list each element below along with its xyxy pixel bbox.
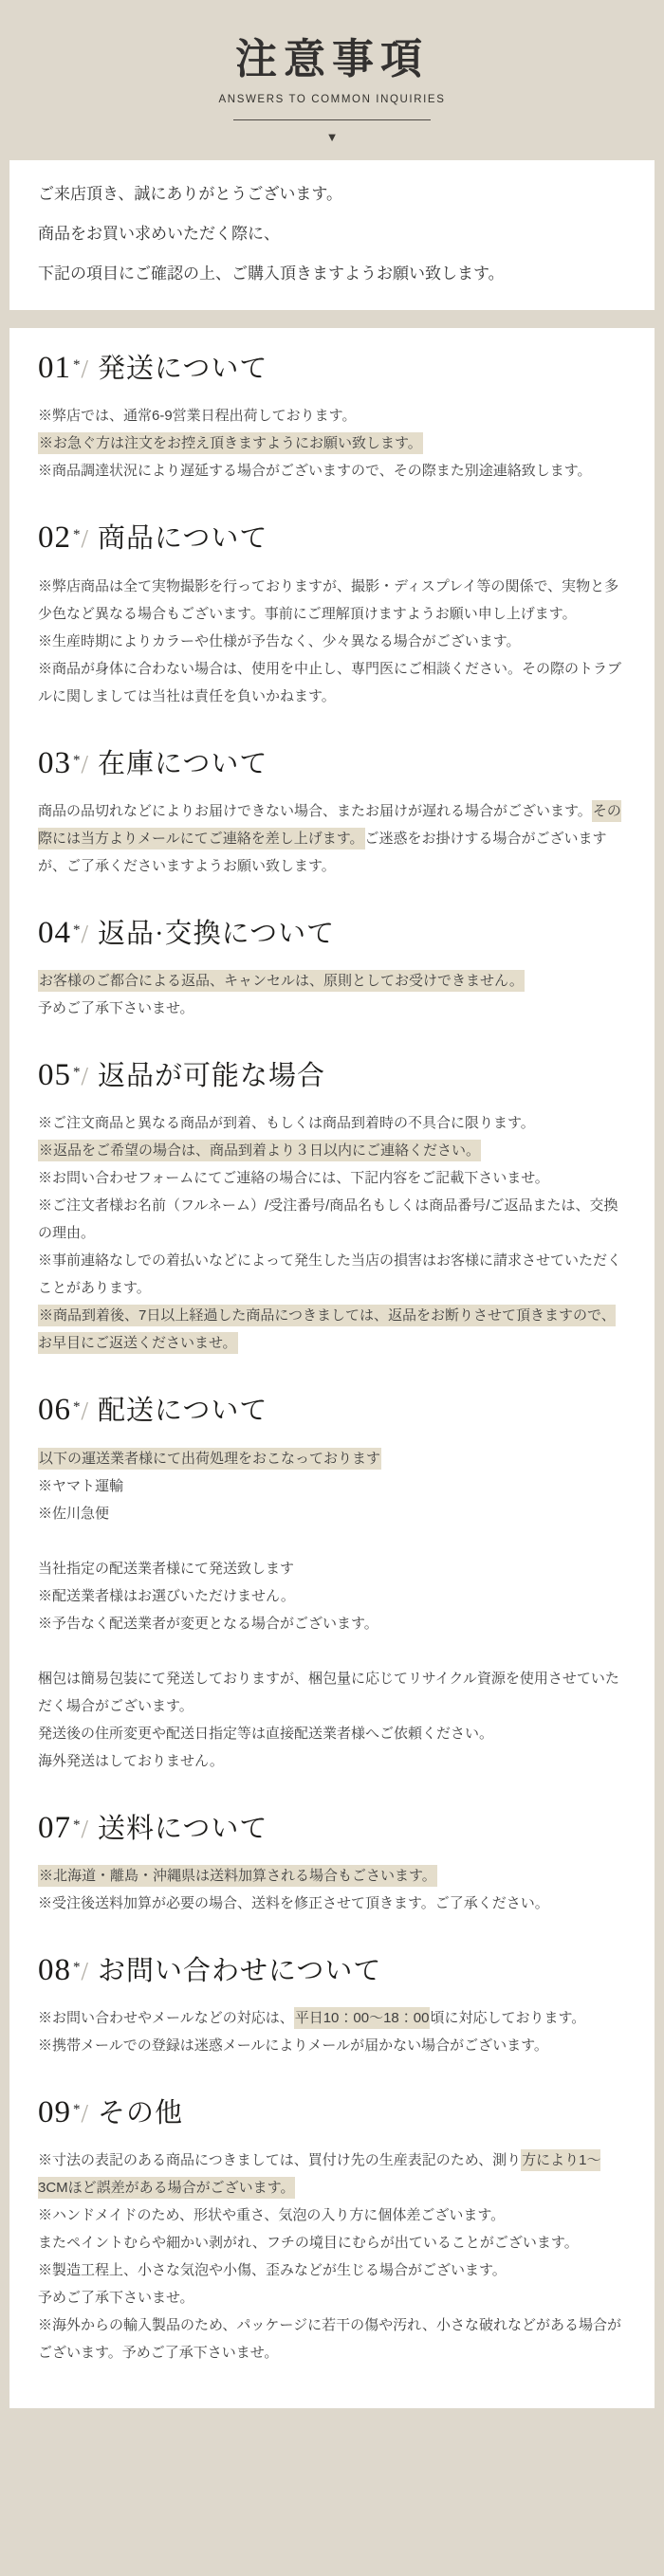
notice-text: ご迷惑をお掛けする場合がございますが、ご了承くださいますようお願い致します。 (38, 830, 607, 874)
notice-line (38, 1192, 626, 1247)
section-number: 08 (38, 1952, 71, 1987)
section-title: 在庫について (98, 748, 268, 779)
notice-line (38, 1610, 626, 1637)
notice-line (38, 1302, 626, 1357)
notice-line (38, 2284, 626, 2311)
intro-line: ご来店頂き、誠にありがとうございます。 (38, 185, 342, 203)
notice-text: ※ハンドメイドのため、形状や重さ、気泡の入り方に個体差ございます。 (38, 2207, 506, 2224)
section-title: 返品·交換について (98, 918, 336, 949)
highlighted-text: ※返品をご希望の場合は、商品到着より３日以内にご連絡ください。 (38, 1140, 481, 1161)
slash-mark: / (81, 355, 89, 383)
notice-line (38, 1137, 626, 1164)
notice-line (38, 1247, 626, 1302)
section-title: 発送について (98, 354, 268, 384)
intro-line: 商品をお買い求めいただく際に、 (38, 225, 280, 243)
slash-mark: / (81, 749, 89, 778)
asterisk-mark: * (73, 1399, 81, 1416)
notice-line (38, 1720, 626, 1747)
section-number: 05 (38, 1058, 71, 1092)
section-09 (38, 2093, 626, 2366)
notice-line (38, 2256, 626, 2284)
section-heading (38, 744, 626, 783)
intro-line: 下記の項目にご確認の上、ご購入頂きますようお願い致します。 (38, 265, 505, 283)
notice-line (38, 995, 626, 1022)
notice-line (38, 1472, 626, 1500)
notice-line (38, 628, 626, 655)
section-02 (38, 519, 626, 709)
section-number: 03 (38, 745, 71, 780)
notice-line (38, 2311, 626, 2366)
notice-text: ※お問い合わせフォームにてご連絡の場合には、下記内容をご記載下さいませ。 (38, 1170, 549, 1187)
notice-text: ※海外からの輸入製品のため、パッケージに若干の傷や汚れ、小さな破れなどがある場合がございます。予めご了承下さいませ。 (38, 2317, 622, 2362)
section-heading (38, 914, 626, 953)
section-body (38, 2147, 626, 2366)
highlighted-text: お客様のご都合による返品、キャンセルは、原則としてお受けできません。 (38, 970, 525, 992)
notice-text: 海外発送はしておりません。 (38, 1752, 224, 1769)
slash-mark: / (81, 1062, 89, 1090)
highlighted-text: 以下の運送業者様にて出荷処理をおこなっております (38, 1448, 381, 1470)
notice-text: ※佐川急便 (38, 1505, 110, 1522)
notice-text: またペイントむらや細かい剥がれ、フチの境目にむらが出ていることがございます。 (38, 2235, 579, 2252)
notice-text: ※商品調達状況により遅延する場合がございますので、その際また別途連絡致します。 (38, 463, 592, 480)
notice-text: ※ご注文者様お名前（フルネーム）/受注番号/商品名もしくは商品番号/ご返品または、交換の理由。 (38, 1197, 618, 1242)
asterisk-mark: * (73, 1065, 81, 1080)
notice-line (38, 2004, 626, 2032)
asterisk-mark: * (73, 527, 81, 543)
notice-text: ※受注後送料加算が必要の場合、送料を修正させて頂きます。ご了承ください。 (38, 1894, 549, 1911)
page-subtitle: ANSWERS TO COMMON INQUIRIES (218, 94, 446, 105)
header-divider (233, 119, 431, 120)
notice-text: ※携帯メールでの登録は迷惑メールによりメールが届かない場合がございます。 (38, 2037, 548, 2054)
section-body (38, 1109, 626, 1357)
slash-mark: / (81, 2099, 89, 2128)
asterisk-mark: * (73, 2102, 81, 2117)
notice-text: 頃に対応しております。 (430, 2010, 586, 2026)
notice-text: ※寸法の表記のある商品につきましては、買付け先の生産表記のため、測り (38, 2152, 522, 2169)
intro-card (9, 160, 655, 310)
section-06 (38, 1391, 626, 1774)
asterisk-mark: * (73, 1817, 81, 1833)
section-title: 送料について (98, 1813, 268, 1844)
notice-text: 予めご了承下さいませ。 (38, 2290, 194, 2307)
section-heading (38, 1951, 626, 1990)
section-body (38, 1862, 626, 1917)
section-body (38, 797, 626, 880)
section-title: お問い合わせについて (98, 1955, 382, 1986)
notice-text: ※弊店では、通常6-9営業日程出荷しております。 (38, 408, 357, 425)
notice-text: ※ご注文商品と異なる商品が到着、もしくは商品到着時の不具合に限ります。 (38, 1115, 535, 1132)
asterisk-mark: * (73, 752, 81, 768)
section-body (38, 573, 626, 710)
notice-line (38, 457, 626, 484)
section-01 (38, 349, 626, 484)
notice-text: ※弊店商品は全て実物撮影を行っておりますが、撮影・ディスプレイ等の関係で、実物と多少色など異なる場合もございます。事前にご理解頂けますようお願い申し上げます。 (38, 577, 619, 622)
section-heading (38, 1056, 626, 1095)
chevron-down-icon: ▼ (325, 130, 339, 144)
notice-line (38, 655, 626, 710)
section-number: 04 (38, 915, 71, 950)
section-title: 返品が可能な場合 (98, 1061, 326, 1091)
notice-line (38, 402, 626, 429)
notice-line (38, 1164, 626, 1192)
asterisk-mark: * (73, 922, 81, 938)
notice-line (38, 1862, 626, 1890)
notice-text: ※生産時期によりカラーや仕様が予告なく、少々異なる場合がございます。 (38, 632, 521, 649)
section-heading (38, 2093, 626, 2132)
notice-line (38, 1890, 626, 1917)
page-header (0, 0, 664, 160)
highlighted-text: 方により1～3CMほど誤差がある場合がございます。 (38, 2149, 600, 2199)
section-heading (38, 519, 626, 557)
asterisk-mark: * (73, 1959, 81, 1975)
blank-line (38, 1527, 626, 1555)
notice-text: ※製造工程上、小さな気泡や小傷、歪みなどが生じる場合がございます。 (38, 2262, 507, 2279)
highlighted-text: ※お急ぐ方は注文をお控え頂きますようにお願い致します。 (38, 432, 423, 454)
asterisk-mark: * (73, 357, 81, 373)
notice-line (38, 429, 626, 457)
section-number: 01 (38, 351, 71, 385)
notice-line (38, 797, 626, 880)
notice-text: ※予告なく配送業者が変更となる場合がございます。 (38, 1615, 378, 1632)
notice-line (38, 573, 626, 628)
section-title: 配送について (98, 1396, 268, 1427)
highlighted-text: その際には当方よりメールにてご連絡を差し上げます。 (38, 800, 621, 850)
section-heading (38, 349, 626, 388)
notice-line (38, 1109, 626, 1137)
notice-line (38, 967, 626, 995)
section-body (38, 1445, 626, 1775)
section-heading (38, 1391, 626, 1430)
section-03 (38, 744, 626, 880)
notice-line (38, 1500, 626, 1527)
notice-line (38, 1665, 626, 1720)
section-body (38, 402, 626, 484)
highlighted-text: ※北海道・離島・沖縄県は送料加算される場合もごさいます。 (38, 1865, 437, 1887)
section-number: 02 (38, 521, 71, 556)
section-04 (38, 914, 626, 1022)
notice-line (38, 2201, 626, 2229)
slash-mark: / (81, 1956, 89, 1985)
section-number: 07 (38, 1810, 71, 1845)
notice-line (38, 2032, 626, 2059)
section-heading (38, 1809, 626, 1848)
section-number: 06 (38, 1393, 71, 1428)
slash-mark: / (81, 524, 89, 554)
highlighted-text: 平日10：00～18：00 (294, 2007, 431, 2029)
notice-text: 予めご了承下さいませ。 (38, 1000, 194, 1016)
notice-text: ※ヤマト運輸 (38, 1477, 124, 1494)
sections-card (9, 328, 655, 2408)
notice-line (38, 1747, 626, 1775)
highlighted-text: ※商品到着後、7日以上経過した商品につきましては、返品をお断りさせて頂きますので、お早目にご返送くださいませ。 (38, 1305, 616, 1354)
section-body (38, 967, 626, 1022)
notice-text: 梱包は簡易包装にて発送しておりますが、梱包量に応じてリサイクル資源を使用させていただく場合がございます。 (38, 1670, 619, 1714)
slash-mark: / (81, 1814, 89, 1843)
notice-text: 商品の品切れなどによりお届けできない場合、またお届けが遅れる場合がございます。 (38, 802, 592, 819)
section-body (38, 2004, 626, 2059)
notice-line (38, 2229, 626, 2256)
slash-mark: / (81, 1397, 89, 1426)
section-title: その他 (98, 2098, 184, 2128)
notice-text: ※配送業者様はお選びいただけません。 (38, 1587, 295, 1604)
slash-mark: / (81, 919, 89, 948)
notice-line (38, 1555, 626, 1582)
blank-line (38, 1637, 626, 1665)
section-number: 09 (38, 2095, 71, 2129)
notice-line (38, 1445, 626, 1472)
section-08 (38, 1951, 626, 2059)
notice-text: 発送後の住所変更や配送日指定等は直接配送業者様へご依頼ください。 (38, 1725, 494, 1742)
section-05 (38, 1056, 626, 1357)
section-07 (38, 1809, 626, 1917)
section-title: 商品について (98, 523, 268, 555)
notice-line (38, 1582, 626, 1610)
notice-text: 当社指定の配送業者様にて発送致します (38, 1560, 295, 1577)
notice-text: ※事前連絡なしでの着払いなどによって発生した当店の損害はお客様に請求させていただくことがあります。 (38, 1252, 622, 1297)
notice-line (38, 2147, 626, 2201)
notice-text: ※商品が身体に合わない場合は、使用を中止し、専門医にご相談ください。その際のトラブルに関しましては当社は責任を負いかねます。 (38, 660, 622, 704)
notice-text: ※お問い合わせやメールなどの対応は、 (38, 2010, 294, 2026)
page-title: 注意事項 (235, 36, 429, 82)
